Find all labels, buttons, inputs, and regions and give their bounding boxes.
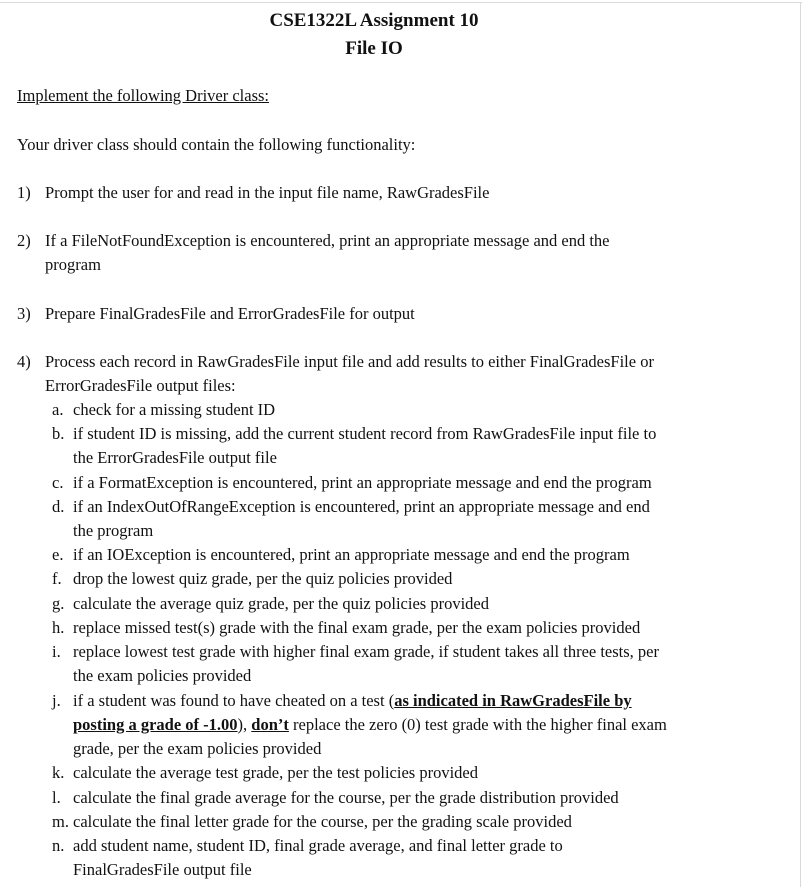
step-line: Process each record in RawGradesFile input file and add results to either FinalGradesFile or: [45, 352, 654, 371]
step-line: If a FileNotFoundException is encountered, print an appropriate message and end the: [45, 231, 610, 250]
substep-line: if an IndexOutOfRangeException is encountered, print an appropriate message and end: [73, 497, 650, 516]
substep-line: add student name, student ID, final grade average, and final letter grade to: [73, 836, 563, 855]
step-number: 4): [17, 352, 31, 371]
substep-letter: b.: [52, 424, 65, 443]
step-line: ErrorGradesFile output files:: [45, 376, 236, 395]
substep-text: calculate the average quiz grade, per the quiz policies provided: [73, 594, 489, 613]
substep-letter: i.: [52, 642, 61, 661]
substep-letter: n.: [52, 836, 65, 855]
substep-line: the program: [73, 521, 154, 540]
substep-text: drop the lowest quiz grade, per the quiz policies provided: [73, 569, 453, 588]
substep-text-run: replace the zero (0) test grade with the higher final exam: [288, 715, 667, 734]
substep-text-run: ),: [237, 715, 252, 734]
substep-line: if student ID is missing, add the current student record from RawGradesFile input file to: [73, 424, 657, 443]
substep-letter: a.: [52, 400, 64, 419]
emphasis-text: posting a grade of -1.00: [73, 715, 238, 734]
step-text: Prompt the user for and read in the input file name, RawGradesFile: [45, 183, 490, 202]
substep-letter: g.: [52, 594, 65, 613]
substep-letter: j.: [52, 691, 61, 710]
substep-letter: m.: [52, 812, 69, 831]
substep-letter: k.: [52, 763, 65, 782]
substep-letter: l.: [52, 788, 61, 807]
substep-text: [73, 689, 763, 761]
substep-text: calculate the final grade average for the course, per the grade distribution provided: [73, 788, 619, 807]
substep-line: the ErrorGradesFile output file: [73, 448, 277, 467]
substep-line: [73, 689, 763, 713]
substep-letter: h.: [52, 618, 65, 637]
right-border: [800, 2, 801, 887]
step-text: [45, 350, 757, 398]
substep-letter: d.: [52, 497, 65, 516]
substep-text: [73, 495, 763, 543]
substep-text: [73, 422, 763, 470]
substep-text: if an IOException is encountered, print an appropriate message and end the program: [73, 545, 630, 564]
substep-letter: f.: [52, 569, 62, 588]
substep-text: [73, 640, 763, 688]
step-number: 2): [17, 231, 31, 250]
step-number: 1): [17, 183, 31, 202]
document-subtitle: File IO: [345, 38, 403, 59]
step-text: [45, 229, 757, 277]
substep-line: FinalGradesFile output file: [73, 860, 252, 879]
substep-text: [73, 834, 763, 882]
substep-text: calculate the average test grade, per the test policies provided: [73, 763, 478, 782]
emphasis-text: don’t: [251, 715, 289, 734]
step-text: Prepare FinalGradesFile and ErrorGradesFile for output: [45, 304, 415, 323]
substep-text-run: if a student was found to have cheated on a test (: [73, 691, 395, 710]
intro-text: Your driver class should contain the following functionality:: [17, 135, 416, 154]
substep-text: check for a missing student ID: [73, 400, 276, 419]
substep-line: replace lowest test grade with higher final exam grade, if student takes all three tests, per: [73, 642, 659, 661]
substep-text: if a FormatException is encountered, print an appropriate message and end the program: [73, 473, 652, 492]
substep-letter: e.: [52, 545, 64, 564]
emphasis-text: as indicated in RawGradesFile by: [394, 691, 632, 710]
substep-line: [73, 713, 763, 737]
section-heading: Implement the following Driver class:: [17, 86, 270, 105]
step-line: program: [45, 255, 101, 274]
substep-text: replace missed test(s) grade with the final exam grade, per the exam policies provided: [73, 618, 641, 637]
substep-text: calculate the final letter grade for the course, per the grading scale provided: [73, 812, 572, 831]
substep-line: grade, per the exam policies provided: [73, 739, 322, 758]
step-number: 3): [17, 304, 31, 323]
substep-letter: c.: [52, 473, 64, 492]
top-border: [0, 2, 802, 3]
document-title: CSE1322L Assignment 10: [269, 10, 479, 31]
substep-line: the exam policies provided: [73, 666, 252, 685]
